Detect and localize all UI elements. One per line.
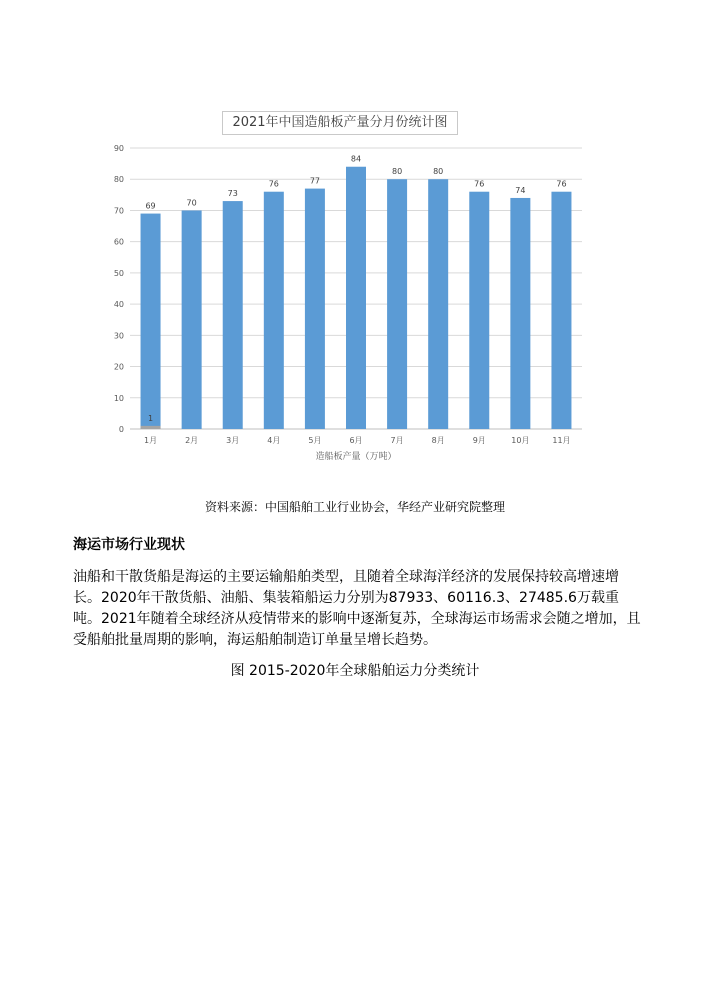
chart-svg [100, 108, 600, 468]
data-label: 70 [186, 198, 197, 208]
x-tick-label: 5月 [308, 436, 322, 445]
data-label: 69 [145, 201, 156, 211]
data-label: 80 [433, 167, 444, 177]
bar [305, 189, 325, 429]
y-tick-label: 10 [113, 393, 124, 403]
bar [264, 192, 284, 429]
figure-caption: 图 2015-2020年全球船舶运力分类统计 [230, 663, 480, 679]
y-tick-label: 20 [113, 362, 124, 372]
bar [223, 201, 243, 429]
y-tick-label: 60 [113, 237, 124, 247]
y-tick-label: 80 [113, 175, 124, 185]
y-tick-label: 70 [113, 206, 124, 216]
chart-title: 2021年中国造船板产量分月份统计图 [222, 111, 458, 135]
body-paragraph: 油船和干散货船是海运的主要运输船舶类型，且随着全球海洋经济的发展保持较高增速增长。2020年干散货船、油船、集装箱船运力分别为87933、60116.3、27485.6万载重吨。2021年随着全球经济从疫情带来的影响中逐渐复苏，全球海运市场需求会随之增加，且受船舶批量周期的影响，海运船舶制造订单量呈增长趋势。 [73, 569, 641, 648]
x-tick-label: 3月 [226, 436, 240, 445]
data-label: 76 [474, 179, 485, 189]
y-tick-label: 50 [113, 268, 124, 278]
data-label: 84 [350, 154, 362, 164]
data-label: 73 [227, 189, 238, 199]
bar [551, 192, 571, 429]
bar [182, 210, 202, 429]
x-tick-label: 8月 [431, 436, 445, 445]
bar [141, 426, 161, 429]
data-label: 76 [268, 179, 279, 189]
y-tick-label: 30 [113, 331, 124, 341]
data-label: 80 [391, 167, 403, 177]
data-label: 76 [556, 179, 567, 189]
x-tick-label: 2月 [185, 436, 199, 445]
x-tick-label: 1月 [143, 436, 158, 445]
section-heading: 海运市场行业现状 [73, 537, 185, 553]
bar [510, 198, 530, 429]
y-tick-label: 90 [113, 144, 124, 153]
x-tick-label: 6月 [349, 436, 363, 445]
bar [141, 214, 161, 429]
x-axis-label: 造船板产量（万吨） [315, 452, 397, 462]
bar-chart [100, 108, 600, 468]
data-label: 74 [515, 185, 526, 195]
bar [346, 167, 366, 429]
x-tick-label: 4月 [267, 436, 281, 445]
y-tick-label: 40 [113, 300, 124, 310]
bar [469, 192, 489, 429]
bar [428, 179, 448, 429]
x-tick-label: 9月 [472, 436, 486, 445]
y-tick-label: 0 [118, 425, 124, 434]
source-note: 资料来源：中国船舶工业行业协会，华经产业研究院整理 [204, 500, 505, 514]
bar [387, 179, 407, 429]
data-label: 77 [309, 176, 321, 186]
x-tick-label: 10月 [511, 436, 530, 445]
x-tick-label: 7月 [390, 436, 404, 445]
data-label: 1 [147, 413, 154, 423]
x-tick-label: 11月 [552, 436, 571, 445]
